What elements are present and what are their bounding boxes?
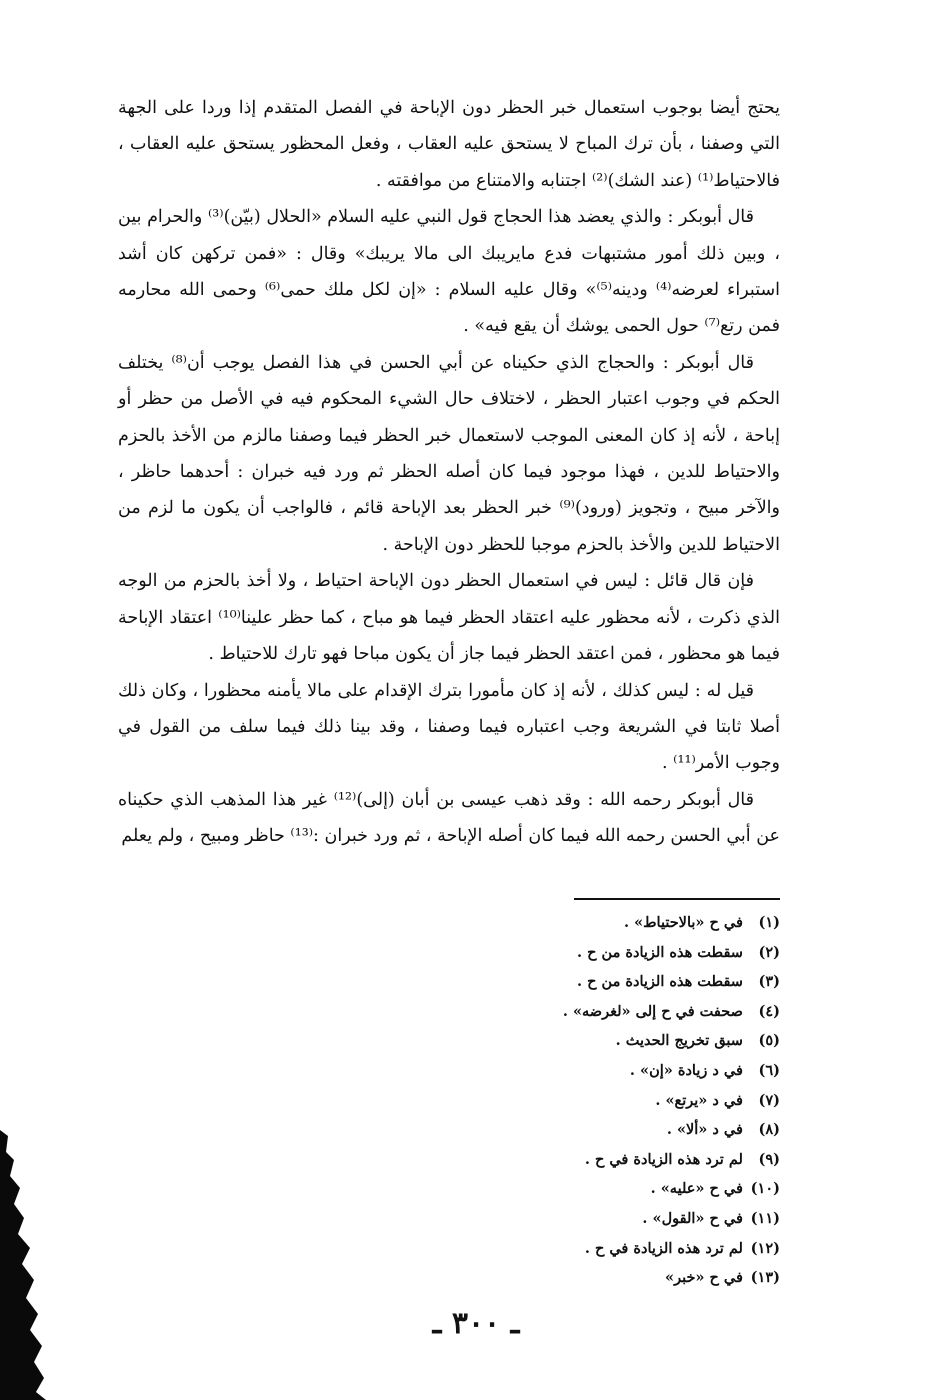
- main-text: [118, 90, 780, 855]
- footnote-text: في د زيادة «إن» .: [629, 1061, 743, 1079]
- paragraph-4: فإن قال قائل : ليس في استعمال الحظر دون الإباحة احتياط ، ولا أخذ بالحزم من الوجه الذي ذكرت ، لأنه محظور عليه اعتقاد الحظر فيما هو مباح ، كما حظر علينا⁽¹⁰⁾ اعتقاد الإباحة فيما هو محظور ، فمن اعتقد الحظر فيما جاز أن يكون مباحا فهو تارك للاحتياط .: [118, 571, 781, 665]
- footnote-number: (٩): [758, 1150, 780, 1168]
- footnote-divider: [574, 898, 780, 900]
- footnote-number: (١٠): [750, 1180, 780, 1198]
- footnote-number: (١١): [750, 1209, 780, 1227]
- footnote-3: [430, 967, 780, 997]
- footnote-9: [430, 1145, 780, 1175]
- footnote-text: في ح «بالاحتياط» .: [623, 914, 743, 931]
- footnote-12: [430, 1234, 780, 1264]
- footnote-number: (٨): [758, 1121, 780, 1139]
- footnote-number: (١): [758, 914, 780, 931]
- footnote-text: في د «يرتع» .: [655, 1091, 743, 1109]
- footnote-text: في ح «القول» .: [642, 1209, 743, 1227]
- footnote-text: في ح «عليه» .: [650, 1180, 743, 1198]
- footnote-number: (٤): [758, 1002, 780, 1020]
- footnote-4: [430, 997, 780, 1027]
- footnote-text: في د «ألا» .: [666, 1121, 743, 1139]
- footnote-text: صحفت في ح إلى «لغرضه» .: [562, 1002, 743, 1020]
- footnote-number: (٥): [758, 1032, 780, 1050]
- paragraph-3: قال أبوبكر : والحجاج الذي حكيناه عن أبي الحسن في هذا الفصل يوجب أن⁽⁸⁾ يختلف الحكم في وجوب اعتبار الحظر ، لاختلاف حال الشيء المحكوم فيه في الأصل من حظر أو إباحة ، لأنه إذ كان المعنى الموجب لاستعمال خبر الحظر فيما وصفنا مالزم من الأخذ بالحزم والاحتياط للدين ، فهذا موجود فيما كان أصله الحظر ثم ورد فيه خبران : أحدهما حاظر ، والآخر مبيح ، وتجويز (ورود)⁽⁹⁾ خبر الحظر بعد الإباحة قائم ، فالواجب أن يكون ما لزم من الاحتياط للدين والأخذ بالحزم موجبا للحظر دون الإباحة .: [118, 352, 780, 555]
- torn-edge-mark: [0, 1130, 46, 1400]
- footnote-1: [430, 908, 780, 938]
- footnote-text: سبق تخريج الحديث .: [615, 1032, 743, 1050]
- footnote-11: [430, 1204, 780, 1234]
- footnote-text: لم ترد هذه الزيادة في ح .: [584, 1239, 743, 1257]
- footnote-number: (١٣): [750, 1269, 780, 1287]
- footnote-number: (٢): [758, 943, 780, 961]
- footnote-number: (٦): [758, 1061, 780, 1079]
- paragraph-6: قال أبوبكر رحمه الله : وقد ذهب عيسى بن أبان (إلى)⁽¹²⁾ غير هذا المذهب الذي حكيناه عن أبي الحسن رحمه الله فيما كان أصله الإباحة ، ثم ورد خبران :⁽¹³⁾ حاظر ومبيح ، ولم يعلم: [118, 789, 780, 847]
- page-number: ـ ٣٠٠ ـ: [432, 1306, 520, 1341]
- footnote-10: [430, 1174, 780, 1204]
- footnote-6: [430, 1056, 780, 1086]
- paragraph-2: قال أبوبكر : والذي يعضد هذا الحجاج قول النبي عليه السلام «الحلال (بيّن)⁽³⁾ والحرام بين ، وبين ذلك أمور مشتبهات فدع مايريبك الى مالا يريبك» وقال : «فمن تركهن كان أشد استبراء لعرضه⁽⁴⁾ ودينه⁽⁵⁾» وقال عليه السلام : «إن لكل ملك حمى⁽⁶⁾ وحمى الله محارمه فمن رتع⁽⁷⁾ حول الحمى يوشك أن يقع فيه» .: [118, 207, 781, 337]
- footnotes: [430, 908, 780, 1293]
- paragraph-5: قيل له : ليس كذلك ، لأنه إذ كان مأمورا بترك الإقدام على مالا يأمنه محظورا ، وكان ذلك أصلا ثابتا في الشريعة وجب اعتباره فيما وصفنا ، وقد بينا ذلك فيما سلف من القول في وجوب الأمر⁽¹¹⁾ .: [118, 680, 780, 774]
- footnote-number: (١٢): [750, 1239, 780, 1257]
- footnote-text: سقطت هذه الزيادة من ح .: [577, 943, 743, 961]
- footnote-13: [430, 1263, 780, 1293]
- footnote-text: في ح «خبر»: [665, 1269, 743, 1287]
- footnote-text: سقطت هذه الزيادة من ح .: [577, 973, 743, 991]
- paragraph-1: يحتج أيضا بوجوب استعمال خبر الحظر دون الإباحة في الفصل المتقدم إذا وردا على الجهة التي وصفنا ، بأن ترك المباح لا يستحق عليه العقاب ، وفعل المحظور يستحق عليه العقاب ، فالاحتياط⁽¹⁾ (عند الشك)⁽²⁾ اجتنابه والامتناع من موافقته .: [118, 98, 780, 191]
- footnote-number: (٣): [758, 973, 780, 991]
- footnote-text: لم ترد هذه الزيادة في ح .: [584, 1150, 743, 1168]
- footnote-number: (٧): [758, 1091, 780, 1109]
- footnote-7: [430, 1086, 780, 1116]
- footnote-2: [430, 938, 780, 968]
- footnote-8: [430, 1115, 780, 1145]
- footnote-5: [430, 1026, 780, 1056]
